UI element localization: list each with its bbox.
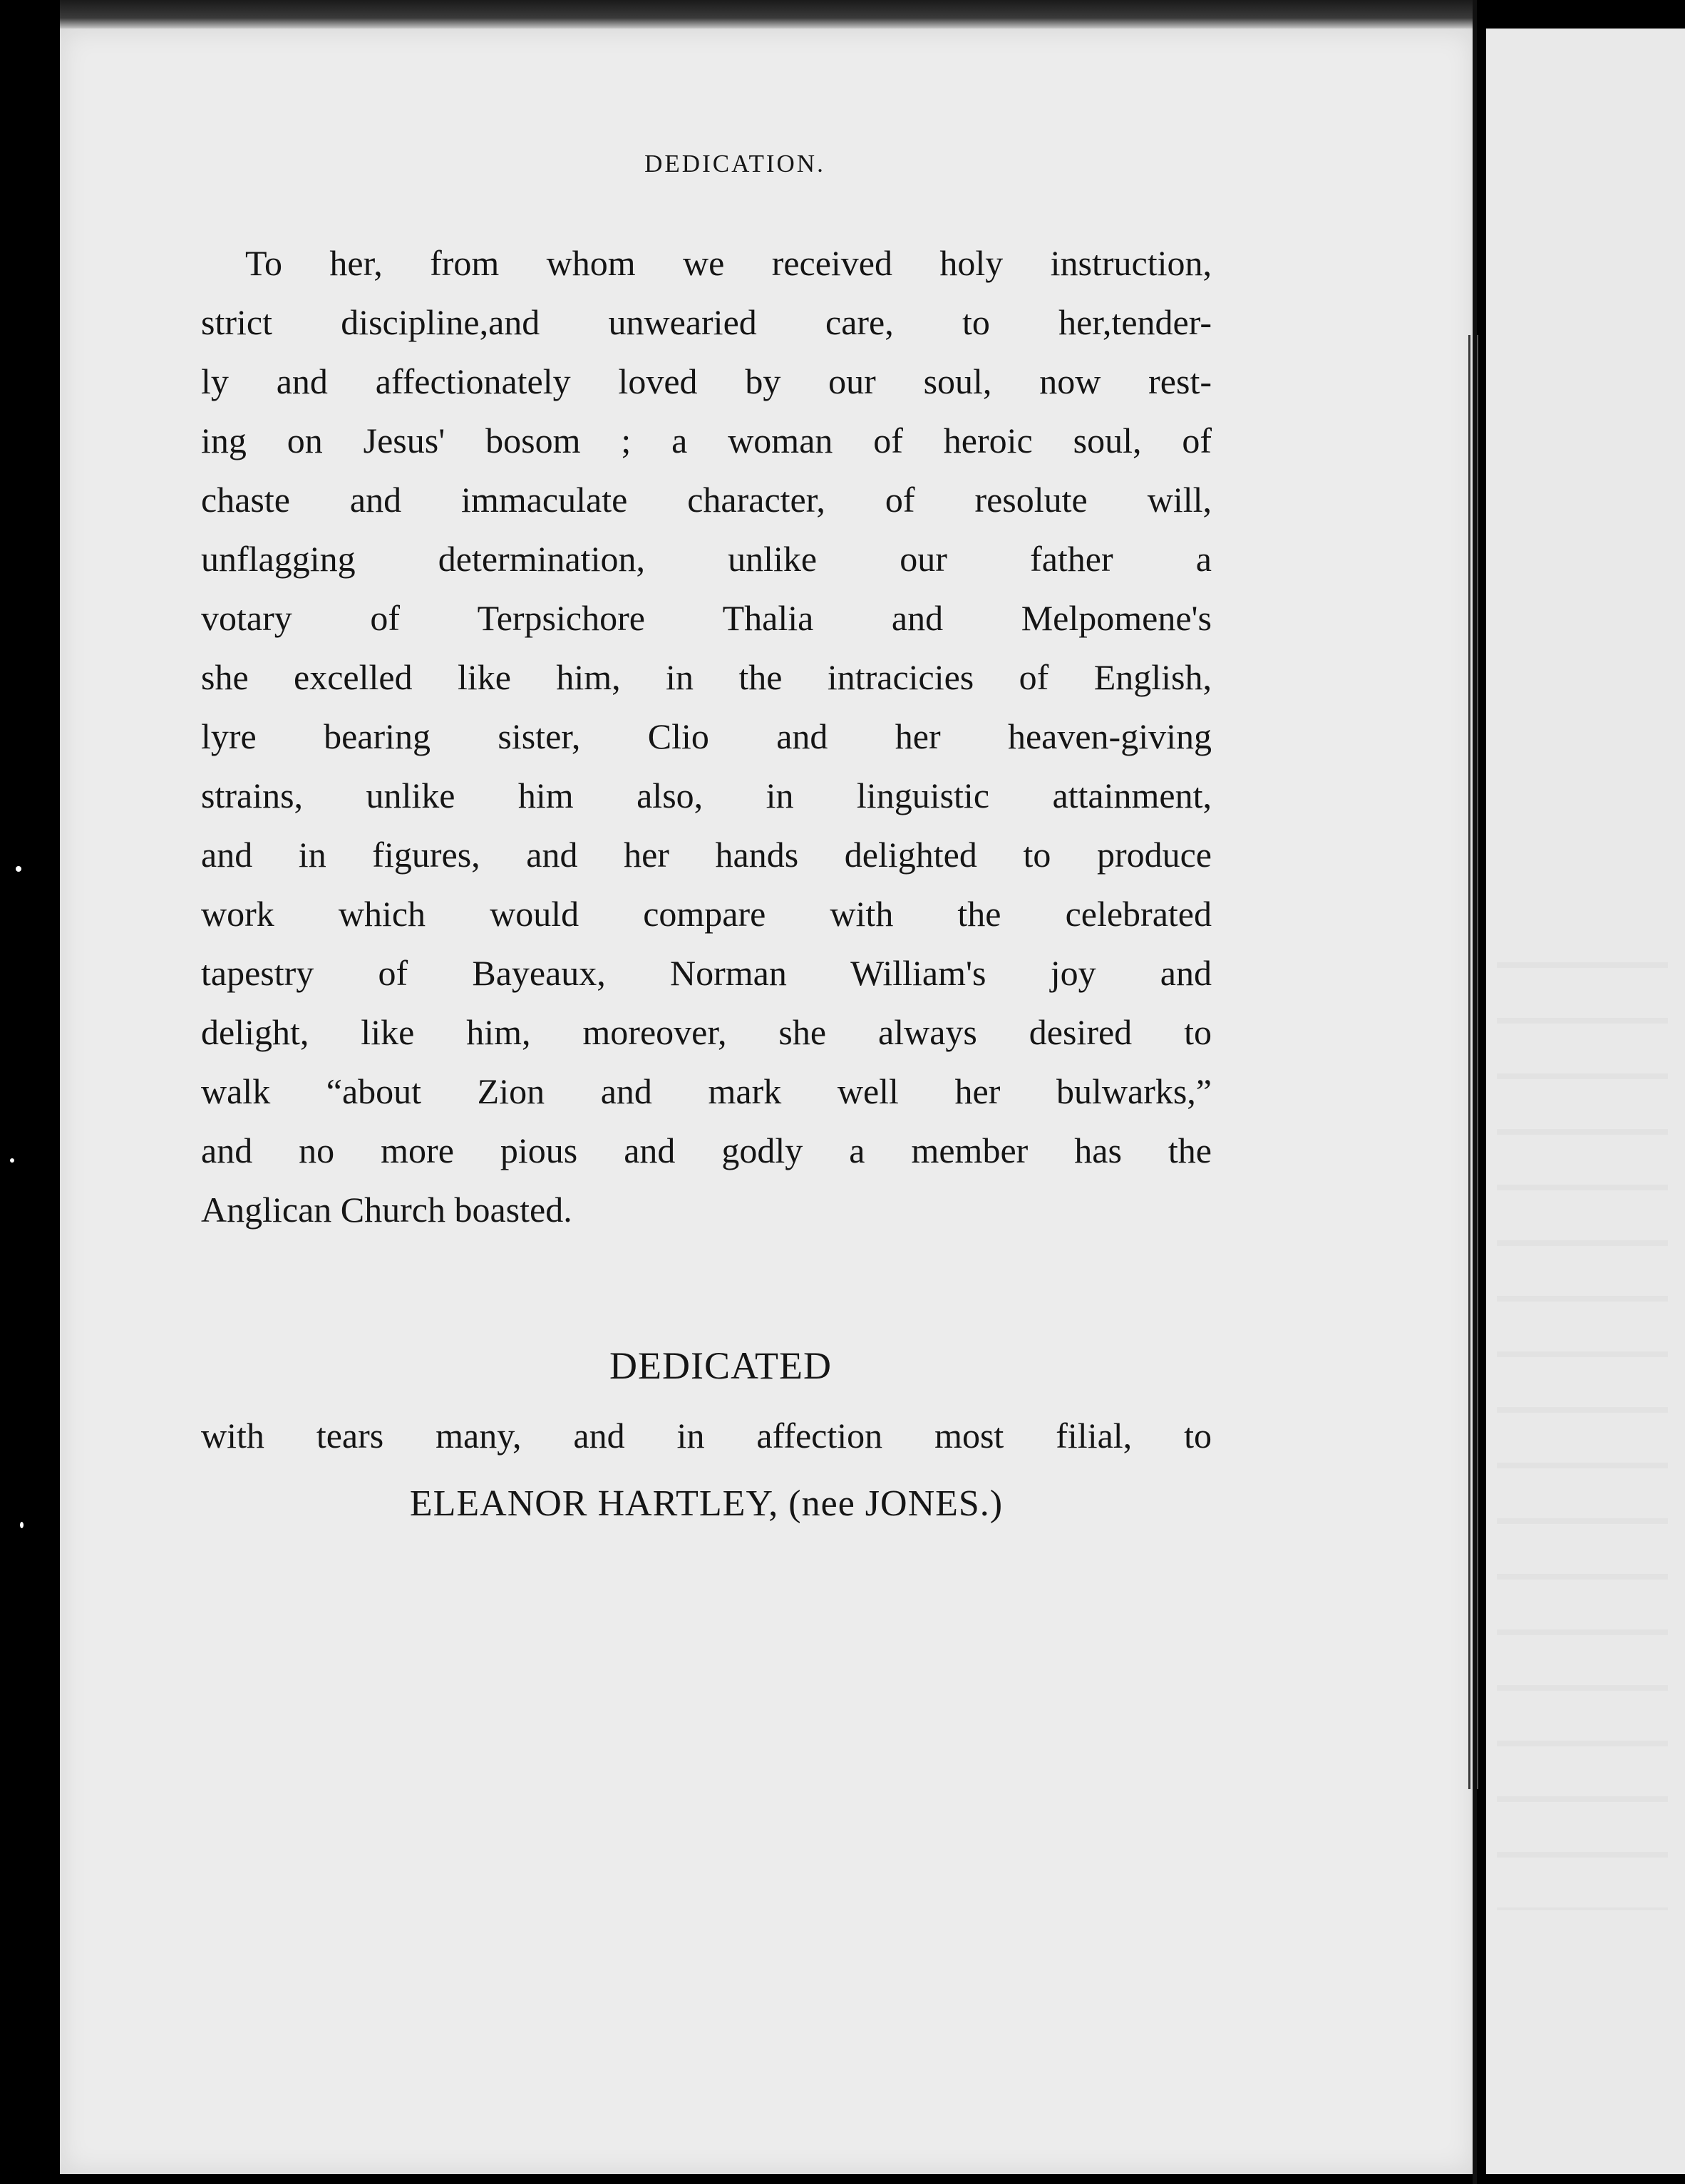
paragraph-line: and in figures, and her hands delighted to produce [201,835,1212,875]
dedicated-line: with tears many, and in affection most filial, to [201,1416,1212,1456]
paragraph-line: walk “about Zion and mark well her bulwarks,” [201,1071,1212,1111]
dedicatee-name: ELEANOR HARTLEY, (nee JONES.) [409,1483,1004,1524]
dedicated-title: DEDICATED [609,1344,832,1387]
paragraph-line: strict discipline,and unwearied care, to her,tender- [201,302,1212,342]
paragraph-line: strains, unlike him also, in linguistic attainment, [201,776,1212,815]
paragraph-line: unflagging determination, unlike our father a [201,539,1212,579]
page-heading: DEDICATION. [644,150,825,177]
scan-speck [16,866,21,872]
paragraph-line: she excelled like him, in the intracicies of English, [201,657,1212,697]
paragraph-line: tapestry of Bayeaux, Norman William's joy and [201,953,1212,993]
paragraph-line: Anglican Church boasted. [201,1190,572,1230]
page-top-edge [60,0,1475,30]
paragraph-line: votary of Terpsichore Thalia and Melpomene's [201,598,1212,638]
paragraph-line: lyre bearing sister, Clio and her heaven-giving [201,716,1212,756]
paragraph-line: ly and affectionately loved by our soul, now rest- [201,361,1212,401]
paragraph-line: To her, from whom we received holy instruction, [245,243,1212,283]
paragraph-line: chaste and immaculate character, of resolute will, [201,480,1212,520]
paragraph-line: delight, like him, moreover, she always desired to [201,1012,1212,1052]
binding-thread [1468,335,1478,1789]
scan-speck [10,1158,14,1163]
facing-page-bleed-through [1497,912,1668,1910]
dedication-text [201,150,1212,1240]
scan-speck [20,1522,24,1528]
paragraph-line: work which would compare with the celebrated [201,894,1212,934]
paragraph-line: ing on Jesus' bosom ; a woman of heroic soul, of [201,421,1212,460]
paragraph-line: and no more pious and godly a member has the [201,1130,1212,1170]
